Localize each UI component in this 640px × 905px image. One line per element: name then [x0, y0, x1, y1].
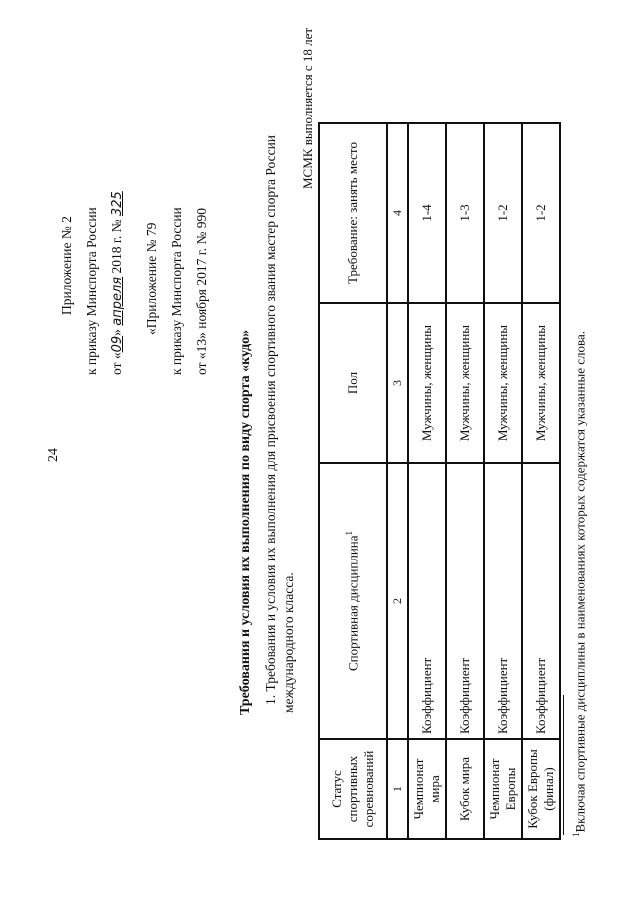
requirements-table	[318, 122, 561, 840]
header-footnote-mark: 1	[344, 530, 355, 536]
section-title: Требования и условия их выполнения по виду спорта «кудо»	[238, 329, 253, 715]
cell-status: Чемпионат мира	[408, 739, 446, 839]
appendix-line-1: Приложение № 2	[59, 216, 74, 315]
table-row	[522, 123, 560, 839]
requirements-paragraph	[262, 95, 298, 713]
cell-discipline: Коэффициент	[408, 463, 446, 739]
appendix-line-6: от «13» ноября 2017 г. № 990	[194, 208, 209, 375]
cell-discipline: Коэффициент	[522, 463, 560, 739]
header-status: Статус спортивных соревнований	[319, 739, 387, 839]
table-note: МСМК выполняется с 18 лет	[300, 27, 315, 189]
appendix-date-mid: »	[109, 329, 124, 336]
cell-place: 1-2	[484, 123, 522, 303]
cell-status: Чемпионат Европы	[484, 739, 522, 839]
cell-status: Кубок мира	[446, 739, 484, 839]
cell-place: 1-3	[446, 123, 484, 303]
column-number: 4	[387, 123, 408, 303]
header-requirement: Требование: занять место	[319, 123, 387, 303]
appendix-month: апреля	[110, 276, 125, 326]
footnote-text: Включая спортивные дисциплины в наименованиях которых содержатся указанные слова.	[572, 331, 588, 833]
table-header-row	[319, 123, 387, 839]
appendix-line-3	[110, 191, 124, 375]
paragraph-line-2: международного класса.	[281, 572, 296, 713]
footnote	[571, 331, 588, 837]
column-number: 3	[387, 303, 408, 463]
cell-gender: Мужчины, женщины	[446, 303, 484, 463]
table-row	[446, 123, 484, 839]
cell-gender: Мужчины, женщины	[522, 303, 560, 463]
appendix-line-4: «Приложение № 79	[144, 222, 159, 335]
appendix-line-2: к приказу Минспорта России	[84, 207, 99, 375]
footnote-mark: 1	[571, 832, 581, 837]
column-number: 1	[387, 739, 408, 839]
cell-place: 1-2	[522, 123, 560, 303]
cell-gender: Мужчины, женщины	[408, 303, 446, 463]
footnote-divider	[563, 695, 564, 835]
appendix-day: 09	[110, 335, 125, 353]
appendix-line-5: к приказу Минспорта России	[169, 207, 184, 375]
header-discipline	[319, 463, 387, 739]
header-discipline-text: Спортивная дисциплина	[345, 535, 361, 672]
appendix-year: 2018 г. №	[109, 219, 124, 274]
column-number: 2	[387, 463, 408, 739]
header-gender: Пол	[319, 303, 387, 463]
cell-gender: Мужчины, женщины	[484, 303, 522, 463]
appendix-number: 325	[110, 191, 125, 217]
paragraph-line-1: 1. Требования и условия их выполнения для присвоения спортивного звания мастер спорта России	[263, 134, 278, 705]
cell-status: Кубок Европы (финал)	[522, 739, 560, 839]
page-number: 24	[46, 448, 61, 462]
appendix-date-prefix: от «	[109, 352, 124, 375]
table-number-row	[387, 123, 408, 839]
cell-place: 1-4	[408, 123, 446, 303]
table-row	[484, 123, 522, 839]
cell-discipline: Коэффициент	[484, 463, 522, 739]
cell-discipline: Коэффициент	[446, 463, 484, 739]
table-row	[408, 123, 446, 839]
